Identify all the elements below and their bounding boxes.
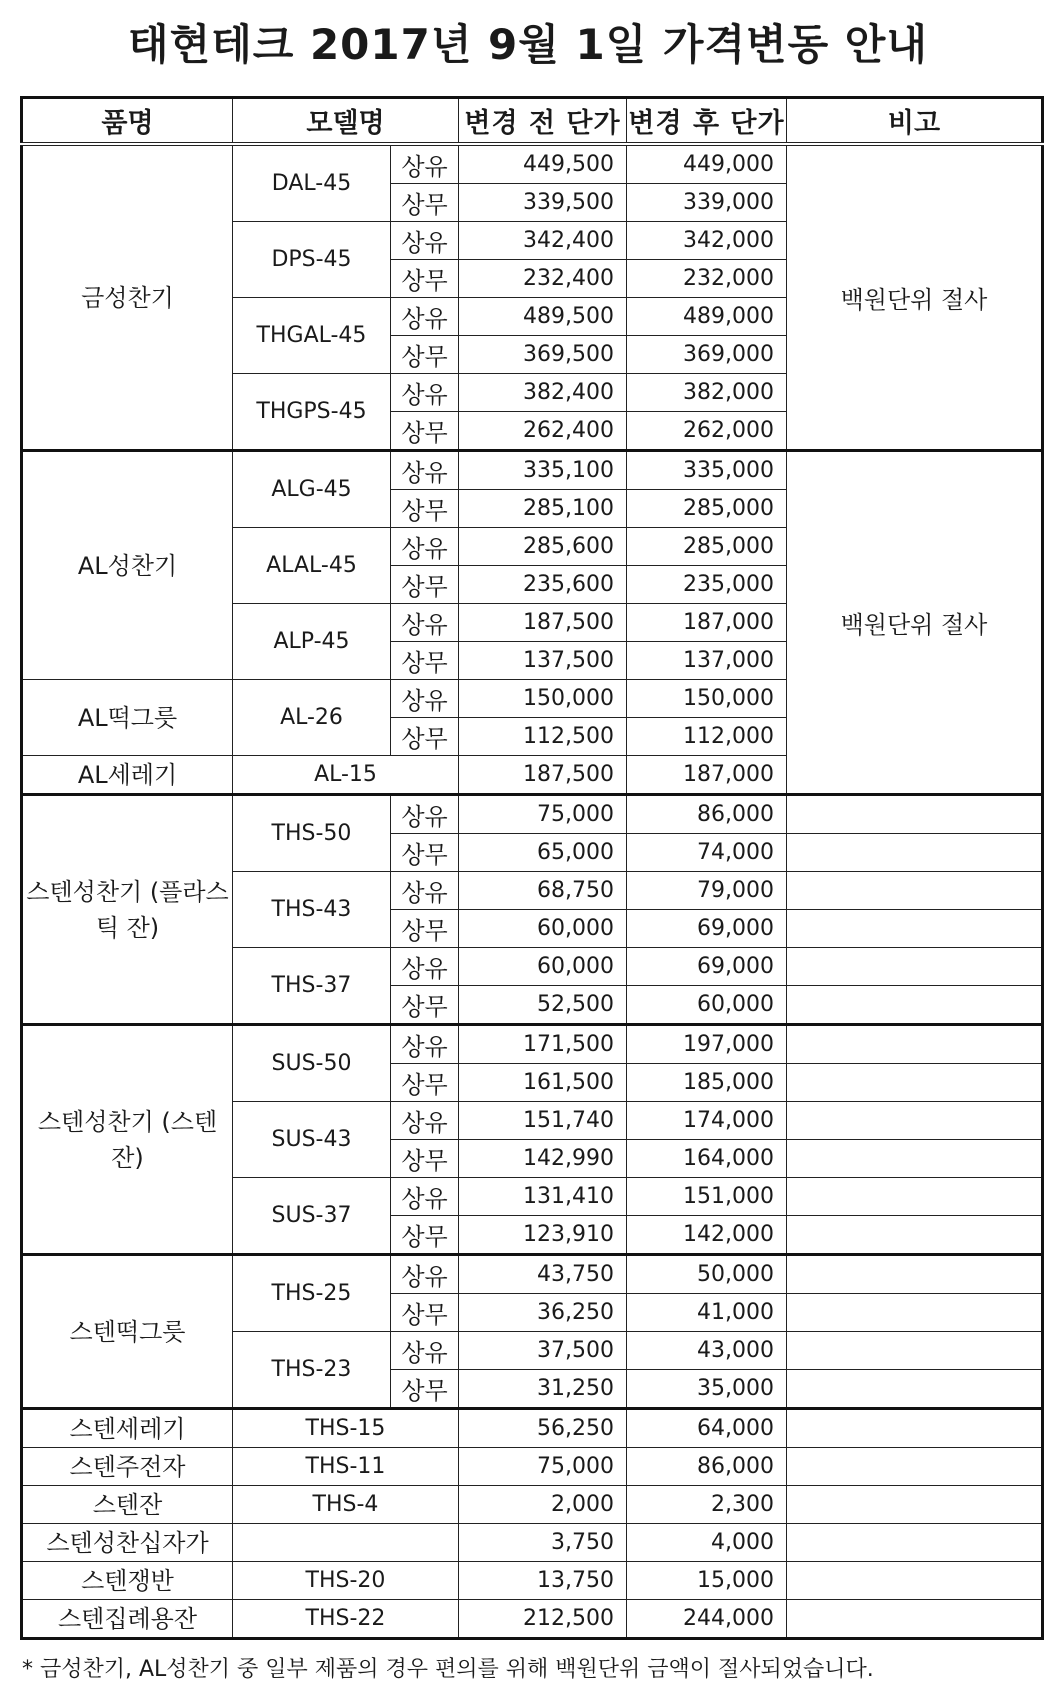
sub-type-cell: 상유 — [391, 222, 459, 260]
sub-type-cell: 상무 — [391, 412, 459, 451]
sub-type-cell: 상유 — [391, 1025, 459, 1064]
price-before-cell: 75,000 — [459, 1448, 627, 1486]
price-before-cell: 56,250 — [459, 1409, 627, 1448]
category-cell: 스텐성찬십자가 — [22, 1524, 233, 1562]
remark-cell — [787, 1294, 1043, 1332]
price-before-cell: 2,000 — [459, 1486, 627, 1524]
price-after-cell: 342,000 — [627, 222, 787, 260]
price-before-cell: 285,600 — [459, 528, 627, 566]
category-cell: AL성찬기 — [22, 451, 233, 680]
price-before-cell: 285,100 — [459, 490, 627, 528]
price-before-cell: 335,100 — [459, 451, 627, 490]
price-before-cell: 37,500 — [459, 1332, 627, 1370]
remark-cell — [787, 1524, 1043, 1562]
sub-type-cell: 상무 — [391, 184, 459, 222]
remark-cell: 백원단위 절사 — [787, 451, 1043, 795]
price-after-cell: 232,000 — [627, 260, 787, 298]
category-cell: 스텐성찬기 (스텐잔) — [22, 1025, 233, 1255]
sub-type-cell: 상유 — [391, 680, 459, 718]
category-cell: 스텐쟁반 — [22, 1562, 233, 1600]
sub-type-cell: 상무 — [391, 1294, 459, 1332]
price-before-cell: 187,500 — [459, 756, 627, 795]
category-cell: 금성찬기 — [22, 144, 233, 451]
price-after-cell: 187,000 — [627, 756, 787, 795]
remark-cell — [787, 1562, 1043, 1600]
price-before-cell: 13,750 — [459, 1562, 627, 1600]
remark-cell — [787, 1486, 1043, 1524]
sub-type-cell: 상유 — [391, 374, 459, 412]
price-after-cell: 449,000 — [627, 144, 787, 184]
sub-type-cell: 상유 — [391, 1255, 459, 1294]
remark-cell — [787, 834, 1043, 872]
sub-type-cell: 상무 — [391, 1370, 459, 1409]
header-price-before: 변경 전 단가 — [459, 98, 627, 145]
price-before-cell: 60,000 — [459, 948, 627, 986]
header-remark: 비고 — [787, 98, 1043, 145]
model-cell: THGPS-45 — [233, 374, 391, 451]
remark-cell — [787, 1370, 1043, 1409]
sub-type-cell: 상무 — [391, 910, 459, 948]
price-before-cell: 65,000 — [459, 834, 627, 872]
model-cell: THS-25 — [233, 1255, 391, 1332]
price-before-cell: 43,750 — [459, 1255, 627, 1294]
remark-cell — [787, 1448, 1043, 1486]
price-after-cell: 2,300 — [627, 1486, 787, 1524]
sub-type-cell: 상유 — [391, 795, 459, 834]
remark-cell — [787, 948, 1043, 986]
price-after-cell: 197,000 — [627, 1025, 787, 1064]
sub-type-cell: 상유 — [391, 1178, 459, 1216]
page-title: 태현테크 2017년 9월 1일 가격변동 안내 — [128, 20, 928, 69]
header-model: 모델명 — [233, 98, 459, 145]
model-cell: THS-50 — [233, 795, 391, 872]
price-after-cell: 142,000 — [627, 1216, 787, 1255]
price-after-cell: 489,000 — [627, 298, 787, 336]
remark-cell — [787, 986, 1043, 1025]
sub-type-cell: 상유 — [391, 298, 459, 336]
remark-cell — [787, 872, 1043, 910]
price-before-cell: 235,600 — [459, 566, 627, 604]
category-cell: 스텐떡그릇 — [22, 1255, 233, 1409]
price-after-cell: 69,000 — [627, 948, 787, 986]
price-after-cell: 43,000 — [627, 1332, 787, 1370]
model-cell: THS-23 — [233, 1332, 391, 1409]
price-before-cell: 131,410 — [459, 1178, 627, 1216]
remark-cell — [787, 1255, 1043, 1294]
price-after-cell: 79,000 — [627, 872, 787, 910]
price-before-cell: 75,000 — [459, 795, 627, 834]
price-after-cell: 15,000 — [627, 1562, 787, 1600]
model-cell: THS-20 — [233, 1562, 459, 1600]
price-before-cell: 187,500 — [459, 604, 627, 642]
model-cell: DPS-45 — [233, 222, 391, 298]
model-cell — [233, 1524, 459, 1562]
price-after-cell: 150,000 — [627, 680, 787, 718]
price-after-cell: 74,000 — [627, 834, 787, 872]
header-product: 품명 — [22, 98, 233, 145]
price-before-cell: 342,400 — [459, 222, 627, 260]
price-before-cell: 31,250 — [459, 1370, 627, 1409]
sub-type-cell: 상유 — [391, 1332, 459, 1370]
price-before-cell: 52,500 — [459, 986, 627, 1025]
price-before-cell: 123,910 — [459, 1216, 627, 1255]
remark-cell — [787, 1178, 1043, 1216]
sub-type-cell: 상무 — [391, 260, 459, 298]
model-cell: SUS-50 — [233, 1025, 391, 1102]
model-cell: ALAL-45 — [233, 528, 391, 604]
price-before-cell: 60,000 — [459, 910, 627, 948]
category-cell: 스텐성찬기 (플라스틱 잔) — [22, 795, 233, 1025]
price-before-cell: 339,500 — [459, 184, 627, 222]
price-after-cell: 244,000 — [627, 1600, 787, 1639]
sub-type-cell: 상유 — [391, 528, 459, 566]
price-after-cell: 86,000 — [627, 1448, 787, 1486]
model-cell: ALG-45 — [233, 451, 391, 528]
price-before-cell: 68,750 — [459, 872, 627, 910]
sub-type-cell: 상유 — [391, 144, 459, 184]
sub-type-cell: 상유 — [391, 872, 459, 910]
remark-cell — [787, 1600, 1043, 1639]
price-before-cell: 3,750 — [459, 1524, 627, 1562]
category-cell: 스텐잔 — [22, 1486, 233, 1524]
price-after-cell: 50,000 — [627, 1255, 787, 1294]
price-before-cell: 161,500 — [459, 1064, 627, 1102]
model-cell: THS-15 — [233, 1409, 459, 1448]
model-cell: SUS-43 — [233, 1102, 391, 1178]
price-before-cell: 489,500 — [459, 298, 627, 336]
price-after-cell: 285,000 — [627, 528, 787, 566]
model-cell: AL-26 — [233, 680, 391, 756]
price-before-cell: 449,500 — [459, 144, 627, 184]
model-cell: SUS-37 — [233, 1178, 391, 1255]
price-before-cell: 212,500 — [459, 1600, 627, 1639]
price-after-cell: 187,000 — [627, 604, 787, 642]
sub-type-cell: 상유 — [391, 948, 459, 986]
model-cell: AL-15 — [233, 756, 459, 795]
price-before-cell: 150,000 — [459, 680, 627, 718]
remark-cell — [787, 1064, 1043, 1102]
price-after-cell: 335,000 — [627, 451, 787, 490]
sub-type-cell: 상유 — [391, 604, 459, 642]
category-cell: AL떡그릇 — [22, 680, 233, 756]
sub-type-cell: 상무 — [391, 490, 459, 528]
sub-type-cell: 상무 — [391, 336, 459, 374]
price-after-cell: 112,000 — [627, 718, 787, 756]
sub-type-cell: 상무 — [391, 834, 459, 872]
model-cell: ALP-45 — [233, 604, 391, 680]
price-before-cell: 262,400 — [459, 412, 627, 451]
price-before-cell: 137,500 — [459, 642, 627, 680]
sub-type-cell: 상무 — [391, 642, 459, 680]
price-change-table — [20, 96, 1044, 1640]
price-after-cell: 235,000 — [627, 566, 787, 604]
footnote: * 금성찬기, AL성찬기 중 일부 제품의 경우 편의를 위해 백원단위 금액이 절사되었습니다. — [22, 1657, 874, 1682]
sub-type-cell: 상무 — [391, 718, 459, 756]
remark-cell — [787, 1140, 1043, 1178]
table-header-row — [22, 98, 1043, 145]
category-cell: 스텐주전자 — [22, 1448, 233, 1486]
price-before-cell: 382,400 — [459, 374, 627, 412]
model-cell: THS-4 — [233, 1486, 459, 1524]
price-before-cell: 171,500 — [459, 1025, 627, 1064]
price-after-cell: 35,000 — [627, 1370, 787, 1409]
category-cell: 스텐집례용잔 — [22, 1600, 233, 1639]
model-cell: DAL-45 — [233, 144, 391, 222]
price-after-cell: 382,000 — [627, 374, 787, 412]
sub-type-cell: 상유 — [391, 1102, 459, 1140]
price-after-cell: 151,000 — [627, 1178, 787, 1216]
category-cell: AL세레기 — [22, 756, 233, 795]
price-after-cell: 262,000 — [627, 412, 787, 451]
model-cell: THS-43 — [233, 872, 391, 948]
price-before-cell: 112,500 — [459, 718, 627, 756]
sub-type-cell: 상유 — [391, 451, 459, 490]
price-after-cell: 137,000 — [627, 642, 787, 680]
remark-cell — [787, 1216, 1043, 1255]
remark-cell: 백원단위 절사 — [787, 144, 1043, 451]
price-before-cell: 142,990 — [459, 1140, 627, 1178]
price-before-cell: 36,250 — [459, 1294, 627, 1332]
price-after-cell: 86,000 — [627, 795, 787, 834]
remark-cell — [787, 795, 1043, 834]
price-after-cell: 174,000 — [627, 1102, 787, 1140]
remark-cell — [787, 1102, 1043, 1140]
price-before-cell: 232,400 — [459, 260, 627, 298]
sub-type-cell: 상무 — [391, 566, 459, 604]
remark-cell — [787, 910, 1043, 948]
price-after-cell: 285,000 — [627, 490, 787, 528]
price-after-cell: 369,000 — [627, 336, 787, 374]
sub-type-cell: 상무 — [391, 1140, 459, 1178]
model-cell: THS-11 — [233, 1448, 459, 1486]
header-price-after: 변경 후 단가 — [627, 98, 787, 145]
price-after-cell: 164,000 — [627, 1140, 787, 1178]
price-after-cell: 69,000 — [627, 910, 787, 948]
model-cell: THGAL-45 — [233, 298, 391, 374]
sub-type-cell: 상무 — [391, 1064, 459, 1102]
sub-type-cell: 상무 — [391, 1216, 459, 1255]
remark-cell — [787, 1025, 1043, 1064]
category-cell: 스텐세레기 — [22, 1409, 233, 1448]
remark-cell — [787, 1332, 1043, 1370]
model-cell: THS-22 — [233, 1600, 459, 1639]
price-after-cell: 41,000 — [627, 1294, 787, 1332]
price-before-cell: 369,500 — [459, 336, 627, 374]
model-cell: THS-37 — [233, 948, 391, 1025]
sub-type-cell: 상무 — [391, 986, 459, 1025]
remark-cell — [787, 1409, 1043, 1448]
price-after-cell: 4,000 — [627, 1524, 787, 1562]
price-before-cell: 151,740 — [459, 1102, 627, 1140]
price-after-cell: 64,000 — [627, 1409, 787, 1448]
price-after-cell: 60,000 — [627, 986, 787, 1025]
price-after-cell: 185,000 — [627, 1064, 787, 1102]
price-after-cell: 339,000 — [627, 184, 787, 222]
